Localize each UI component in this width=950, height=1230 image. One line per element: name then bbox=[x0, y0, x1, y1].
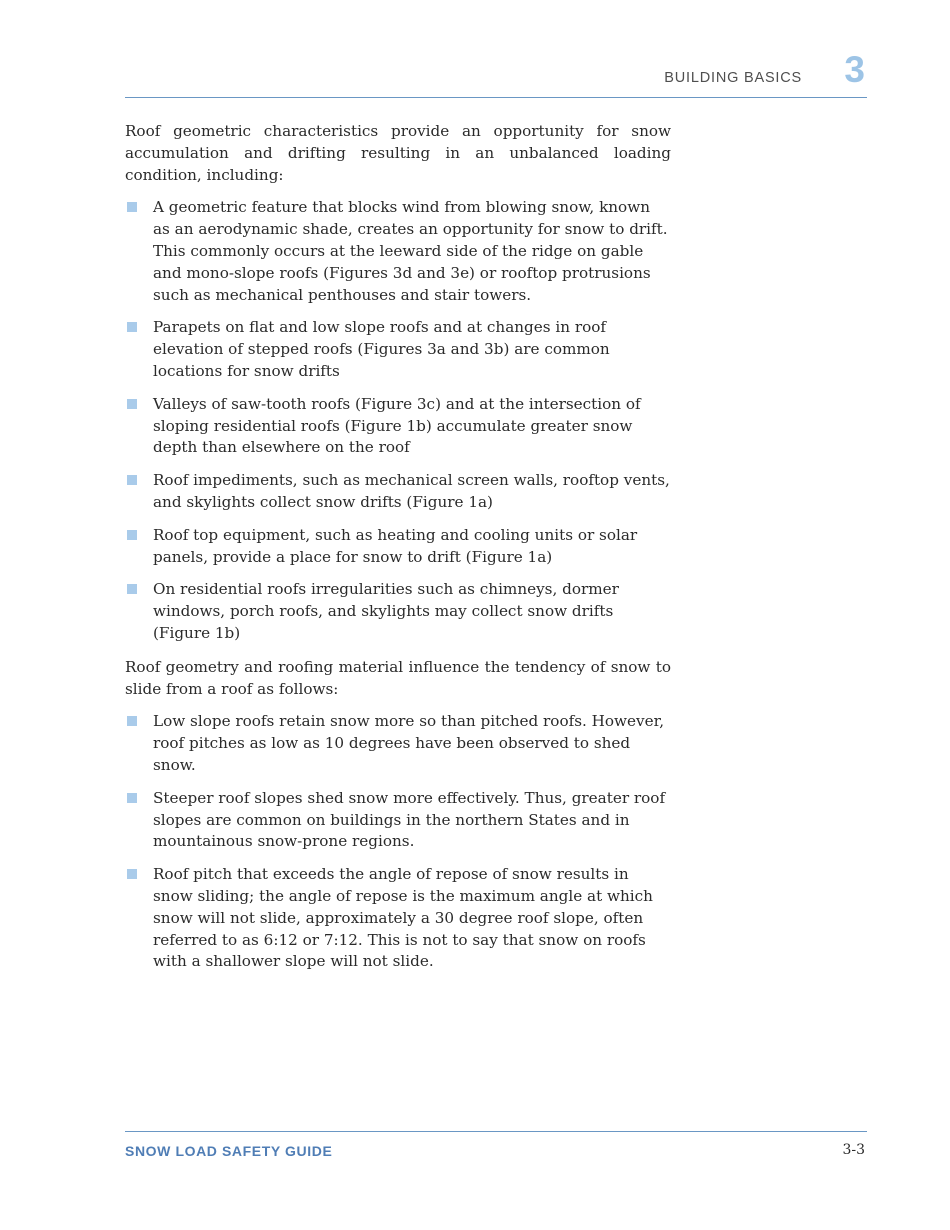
slide-bullet-list bbox=[125, 711, 671, 973]
page-body bbox=[125, 121, 671, 984]
list-item-text: A geometric feature that blocks wind from blowing snow, known as an aerodynamic shade, creates an opportunity for snow to drift. This commonly occurs at the leeward side of the ridge on gable and mono-slope roofs (Figures 3d and 3e) or rooftop protrusions such as mechanical penthouses and stair towers. bbox=[153, 198, 668, 304]
square-bullet-icon bbox=[127, 716, 137, 726]
drift-bullet-list bbox=[125, 197, 671, 644]
list-item bbox=[125, 525, 671, 569]
square-bullet-icon bbox=[127, 584, 137, 594]
page-header bbox=[125, 50, 867, 98]
list-item bbox=[125, 864, 671, 973]
square-bullet-icon bbox=[127, 322, 137, 332]
list-item bbox=[125, 470, 671, 514]
list-item-text: Valleys of saw-tooth roofs (Figure 3c) and at the intersection of sloping residential roofs (Figure 1b) accumulate greater snow depth than elsewhere on the roof bbox=[153, 394, 641, 457]
footer-document-title: SNOW LOAD SAFETY GUIDE bbox=[125, 1143, 333, 1159]
list-item bbox=[125, 394, 671, 459]
square-bullet-icon bbox=[127, 869, 137, 879]
page-footer bbox=[125, 1131, 867, 1159]
list-item bbox=[125, 197, 671, 306]
square-bullet-icon bbox=[127, 793, 137, 803]
list-item bbox=[125, 317, 671, 382]
list-item bbox=[125, 579, 671, 644]
list-item bbox=[125, 788, 671, 853]
list-item-text: Steeper roof slopes shed snow more effectively. Thus, greater roof slopes are common on buildings in the northern States and in mountainous snow-prone regions. bbox=[153, 788, 666, 851]
page-number: 3-3 bbox=[842, 1142, 865, 1158]
square-bullet-icon bbox=[127, 399, 137, 409]
intro-paragraph: Roof geometric characteristics provide an opportunity for snow accumulation and drifting resulting in an unbalanced loading condition, including: bbox=[125, 122, 671, 184]
list-item-text: Roof pitch that exceeds the angle of repose of snow results in snow sliding; the angle of repose is the maximum angle at which snow will not slide, approximately a 30 degree roof slope, often referred to as 6:12 or 7:12. This is not to say that snow on roofs with a shallower slope will not slide. bbox=[153, 865, 653, 971]
chapter-number: 3 bbox=[844, 49, 865, 90]
slide-paragraph: Roof geometry and roofing material influence the tendency of snow to slide from a roof as follows: bbox=[125, 657, 671, 698]
list-item bbox=[125, 711, 671, 776]
square-bullet-icon bbox=[127, 202, 137, 212]
header-section-title: BUILDING BASICS bbox=[664, 70, 802, 86]
list-item-text: On residential roofs irregularities such as chimneys, dormer windows, porch roofs, and skylights may collect snow drifts (Figure 1b) bbox=[153, 580, 619, 642]
list-item-text: Parapets on flat and low slope roofs and at changes in roof elevation of stepped roofs (Figures 3a and 3b) are common locations for snow drifts bbox=[153, 318, 610, 380]
square-bullet-icon bbox=[127, 530, 137, 540]
square-bullet-icon bbox=[127, 475, 137, 485]
list-item-text: Roof impediments, such as mechanical screen walls, rooftop vents, and skylights collect snow drifts (Figure 1a) bbox=[153, 471, 670, 511]
list-item-text: Roof top equipment, such as heating and cooling units or solar panels, provide a place for snow to drift (Figure 1a) bbox=[153, 525, 638, 566]
list-item-text: Low slope roofs retain snow more so than pitched roofs. However, roof pitches as low as 10 degrees have been observed to shed snow. bbox=[153, 712, 665, 774]
